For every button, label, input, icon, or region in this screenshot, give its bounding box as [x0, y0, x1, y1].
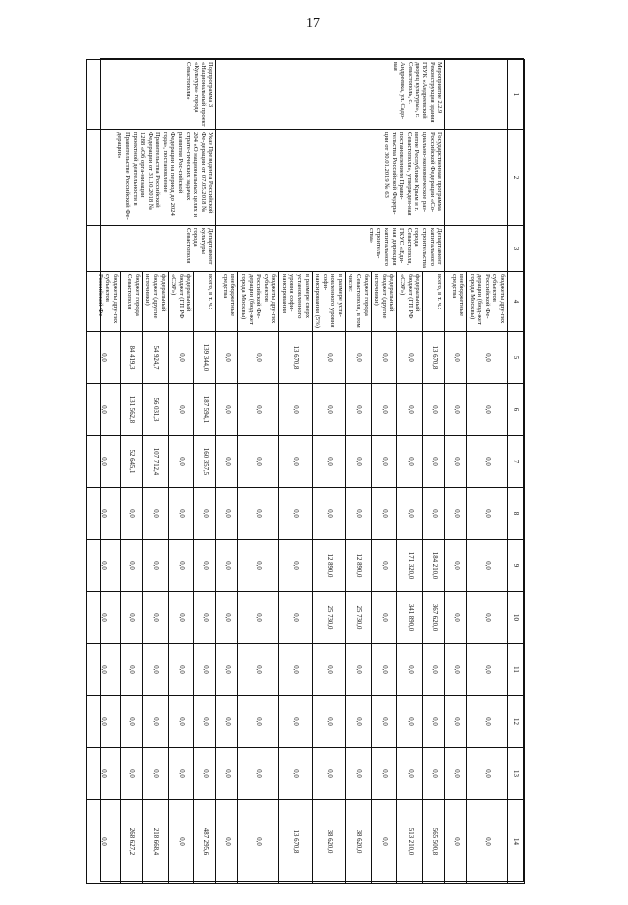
amount-cell: 0,0	[467, 696, 508, 748]
funding-source: внебюджетные средства	[445, 272, 467, 332]
amount-cell: 0,0	[238, 800, 279, 884]
amount-cell: 0,0	[371, 332, 397, 384]
column-number: 13	[508, 748, 525, 800]
amount-cell: 38 620,0	[312, 800, 345, 884]
amount-cell: 0,0	[142, 644, 168, 696]
amount-cell: 0,0	[168, 748, 194, 800]
amount-cell: 0,0	[120, 488, 142, 540]
amount-cell: 0,0	[194, 592, 216, 644]
amount-cell: 0,0	[312, 696, 345, 748]
amount-cell: 56 031,3	[142, 384, 168, 436]
executor	[445, 226, 508, 272]
amount-cell: 0,0	[423, 436, 445, 488]
column-number: 10	[508, 592, 525, 644]
amount-cell: 0,0	[194, 748, 216, 800]
table-row	[423, 60, 445, 884]
amount-cell: 487 295,6	[194, 800, 216, 884]
funding-source: в размере уста-новленного уровня софи-нансирования (5%)	[312, 272, 345, 332]
table-row	[467, 60, 508, 884]
amount-cell: 0,0	[142, 540, 168, 592]
amount-cell: 0,0	[168, 696, 194, 748]
funding-source: бюджеты дру-гих субъектов Российской Фе-	[86, 272, 120, 332]
amount-cell: 0,0	[445, 748, 467, 800]
amount-cell: 0,0	[168, 644, 194, 696]
funding-source: всего, в т. ч.:	[194, 272, 216, 332]
amount-cell: 0,0	[168, 384, 194, 436]
amount-cell: 0,0	[345, 748, 371, 800]
amount-cell: 13 670,8	[279, 800, 312, 884]
legal-basis: Государственная программа Российской Федерации «Со-циально-экономическое раз-витие Республики Крым и г. Севастополя», утвержден-ная постановлением Прави-тельства Российской Федера-ции от 30.01.2019 № 63	[216, 130, 445, 226]
header-row	[508, 60, 525, 884]
column-number: 3	[508, 226, 525, 272]
amount-cell: 0,0	[371, 644, 397, 696]
amount-cell: 0,0	[371, 696, 397, 748]
amount-cell: 0,0	[371, 436, 397, 488]
amount-cell: 0,0	[345, 488, 371, 540]
amount-cell: 0,0	[238, 592, 279, 644]
amount-cell: 107 712,4	[142, 436, 168, 488]
table-rotator	[96, 59, 525, 883]
amount-cell: 0,0	[312, 384, 345, 436]
column-number: 7	[508, 436, 525, 488]
amount-cell: 0,0	[279, 644, 312, 696]
funding-source: бюджет города Севастополя, в том числе:	[345, 272, 371, 332]
column-number: 1	[508, 60, 525, 130]
amount-cell: 0,0	[397, 488, 423, 540]
amount-cell: 0,0	[216, 644, 238, 696]
amount-cell: 565 500,8	[423, 800, 445, 884]
amount-cell: 513 210,0	[397, 800, 423, 884]
amount-cell: 0,0	[194, 488, 216, 540]
amount-cell: 184 210,0	[423, 540, 445, 592]
legal-basis	[445, 130, 508, 226]
amount-cell: 0,0	[445, 488, 467, 540]
amount-cell: 0,0	[445, 800, 467, 884]
funding-source: федеральный бюджет (ГП РФ «СЭР»)	[397, 272, 423, 332]
column-number: 2	[508, 130, 525, 226]
amount-cell: 0,0	[86, 384, 120, 436]
executor: Департамент культуры города Севастополя	[86, 226, 215, 272]
funding-source: федеральный бюджет (ГП РФ «СЭР»)	[168, 272, 194, 332]
amount-cell: 0,0	[238, 644, 279, 696]
amount-cell: 0,0	[142, 748, 168, 800]
amount-cell: 0,0	[238, 384, 279, 436]
amount-cell: 84 419,3	[120, 332, 142, 384]
amount-cell: 0,0	[238, 696, 279, 748]
amount-cell: 25 730,0	[345, 592, 371, 644]
amount-cell: 0,0	[345, 384, 371, 436]
amount-cell: 0,0	[423, 488, 445, 540]
amount-cell: 0,0	[445, 540, 467, 592]
amount-cell: 0,0	[279, 436, 312, 488]
amount-cell: 0,0	[371, 800, 397, 884]
amount-cell: 0,0	[142, 488, 168, 540]
amount-cell: 0,0	[423, 644, 445, 696]
amount-cell: 0,0	[371, 748, 397, 800]
amount-cell: 0,0	[216, 592, 238, 644]
amount-cell: 0,0	[467, 436, 508, 488]
amount-cell: 268 627,2	[120, 800, 142, 884]
amount-cell: 0,0	[194, 696, 216, 748]
column-number: 4	[508, 272, 525, 332]
amount-cell: 0,0	[216, 748, 238, 800]
amount-cell: 0,0	[397, 748, 423, 800]
amount-cell: 0,0	[467, 800, 508, 884]
funding-source: бюджет города Севастополя	[120, 272, 142, 332]
amount-cell: 0,0	[445, 696, 467, 748]
amount-cell: 0,0	[279, 384, 312, 436]
funding-source: федеральный бюджет (другие источники)	[371, 272, 397, 332]
amount-cell: 0,0	[467, 644, 508, 696]
amount-cell: 0,0	[445, 332, 467, 384]
amount-cell: 0,0	[216, 332, 238, 384]
amount-cell: 0,0	[423, 748, 445, 800]
amount-cell: 0,0	[423, 384, 445, 436]
amount-cell: 0,0	[168, 592, 194, 644]
amount-cell: 0,0	[279, 592, 312, 644]
amount-cell: 0,0	[371, 540, 397, 592]
amount-cell: 0,0	[216, 696, 238, 748]
amount-cell: 0,0	[120, 748, 142, 800]
amount-cell: 0,0	[238, 488, 279, 540]
amount-cell: 0,0	[168, 540, 194, 592]
amount-cell: 0,0	[371, 488, 397, 540]
amount-cell: 12 890,0	[312, 540, 345, 592]
funding-source: бюджеты дру-гих субъектов Российской Фе-дерации (бюд-жет города Москвы)	[238, 272, 279, 332]
amount-cell: 0,0	[467, 592, 508, 644]
column-number: 6	[508, 384, 525, 436]
amount-cell: 0,0	[312, 332, 345, 384]
amount-cell: 0,0	[120, 592, 142, 644]
funding-source: бюджеты дру-гих субъектов Российской Фе-дерации (бюд-жет города Москвы)	[467, 272, 508, 332]
amount-cell: 187 594,1	[194, 384, 216, 436]
activity-name	[445, 60, 508, 130]
amount-cell: 12 890,0	[345, 540, 371, 592]
amount-cell: 0,0	[312, 488, 345, 540]
amount-cell: 0,0	[467, 748, 508, 800]
amount-cell: 0,0	[445, 384, 467, 436]
amount-cell: 38 620,0	[345, 800, 371, 884]
amount-cell: 0,0	[445, 436, 467, 488]
amount-cell: 0,0	[142, 592, 168, 644]
amount-cell: 0,0	[120, 540, 142, 592]
amount-cell: 54 924,7	[142, 332, 168, 384]
amount-cell: 0,0	[86, 644, 120, 696]
amount-cell: 0,0	[120, 644, 142, 696]
funding-source: всего, в т. ч.:	[423, 272, 445, 332]
amount-cell: 25 730,0	[312, 592, 345, 644]
funding-source: внебюджетные средства	[216, 272, 238, 332]
amount-cell: 0,0	[194, 540, 216, 592]
amount-cell: 0,0	[194, 644, 216, 696]
amount-cell: 0,0	[397, 384, 423, 436]
column-number: 8	[508, 488, 525, 540]
budget-table	[86, 59, 525, 884]
amount-cell: 0,0	[397, 332, 423, 384]
amount-cell: 0,0	[216, 540, 238, 592]
amount-cell: 0,0	[279, 540, 312, 592]
amount-cell: 0,0	[216, 800, 238, 884]
amount-cell: 0,0	[216, 436, 238, 488]
column-number: 14	[508, 800, 525, 884]
amount-cell: 171 320,0	[397, 540, 423, 592]
amount-cell: 0,0	[397, 436, 423, 488]
amount-cell: 0,0	[345, 436, 371, 488]
amount-cell: 52 645,1	[120, 436, 142, 488]
amount-cell: 0,0	[238, 748, 279, 800]
amount-cell: 0,0	[445, 644, 467, 696]
amount-cell: 131 562,8	[120, 384, 142, 436]
amount-cell: 0,0	[312, 748, 345, 800]
amount-cell: 0,0	[168, 800, 194, 884]
amount-cell: 0,0	[312, 644, 345, 696]
amount-cell: 0,0	[345, 644, 371, 696]
amount-cell: 0,0	[345, 696, 371, 748]
amount-cell: 0,0	[168, 488, 194, 540]
amount-cell: 218 668,4	[142, 800, 168, 884]
amount-cell: 0,0	[86, 748, 120, 800]
table-row	[194, 60, 216, 884]
amount-cell: 0,0	[216, 488, 238, 540]
amount-cell: 0,0	[371, 384, 397, 436]
column-number: 11	[508, 644, 525, 696]
legal-basis: Указ Президента Российской Фе-дерации от 07.05.2018 № 204 «О национальных целях и страте-гических задачах развития Рос-сийской Федерации на период до 2024 года», постановление Правительства Российской Федерации от 31.10.2018 № 1288 «Об орга-низации проектной деятельности в Правительстве Российской Фе-дерации»	[86, 130, 215, 226]
amount-cell: 0,0	[168, 436, 194, 488]
amount-cell: 0,0	[86, 488, 120, 540]
amount-cell: 0,0	[467, 384, 508, 436]
funding-source: в размере сверх установленного уровня софи-нансирования	[279, 272, 312, 332]
amount-cell: 0,0	[168, 332, 194, 384]
amount-cell: 0,0	[238, 540, 279, 592]
amount-cell: 0,0	[397, 644, 423, 696]
page-number: 17	[306, 16, 320, 31]
amount-cell: 0,0	[279, 748, 312, 800]
column-number: 5	[508, 332, 525, 384]
amount-cell: 0,0	[120, 696, 142, 748]
column-number: 12	[508, 696, 525, 748]
amount-cell: 0,0	[216, 384, 238, 436]
amount-cell: 0,0	[86, 696, 120, 748]
column-number: 9	[508, 540, 525, 592]
amount-cell: 0,0	[345, 332, 371, 384]
activity-name: Мероприятие 2.2.9 Реконструкция здания ГБУК «Андреевский дворец культуры», г. Севастополь, с. Андреевка, ул. Садо-вая	[216, 60, 445, 130]
amount-cell: 0,0	[86, 800, 120, 884]
amount-cell: 0,0	[86, 540, 120, 592]
amount-cell: 0,0	[279, 696, 312, 748]
amount-cell: 0,0	[371, 592, 397, 644]
amount-cell: 0,0	[238, 332, 279, 384]
amount-cell: 13 670,8	[279, 332, 312, 384]
amount-cell: 0,0	[467, 488, 508, 540]
rotated-table-frame	[96, 58, 524, 882]
amount-cell: 13 670,8	[423, 332, 445, 384]
amount-cell: 0,0	[397, 696, 423, 748]
amount-cell: 0,0	[86, 436, 120, 488]
amount-cell: 139 344,0	[194, 332, 216, 384]
amount-cell: 0,0	[445, 592, 467, 644]
amount-cell: 160 357,5	[194, 436, 216, 488]
amount-cell: 0,0	[238, 436, 279, 488]
amount-cell: 0,0	[312, 436, 345, 488]
funding-source: федеральный бюджет (другие источники)	[142, 272, 168, 332]
amount-cell: 0,0	[279, 488, 312, 540]
amount-cell: 0,0	[86, 592, 120, 644]
amount-cell: 0,0	[467, 332, 508, 384]
amount-cell: 0,0	[142, 696, 168, 748]
amount-cell: 0,0	[467, 540, 508, 592]
executor: Департамент капитального строительства города Севастополя, ГКУС «Еди-ная дирекция капитального строитель-ства»	[216, 226, 445, 272]
activity-name: Подпрограмма 3 «Национальный проект «Культура» города Севастополя»	[86, 60, 215, 130]
amount-cell: 367 620,0	[423, 592, 445, 644]
amount-cell: 341 890,0	[397, 592, 423, 644]
amount-cell: 0,0	[86, 332, 120, 384]
amount-cell: 0,0	[423, 696, 445, 748]
